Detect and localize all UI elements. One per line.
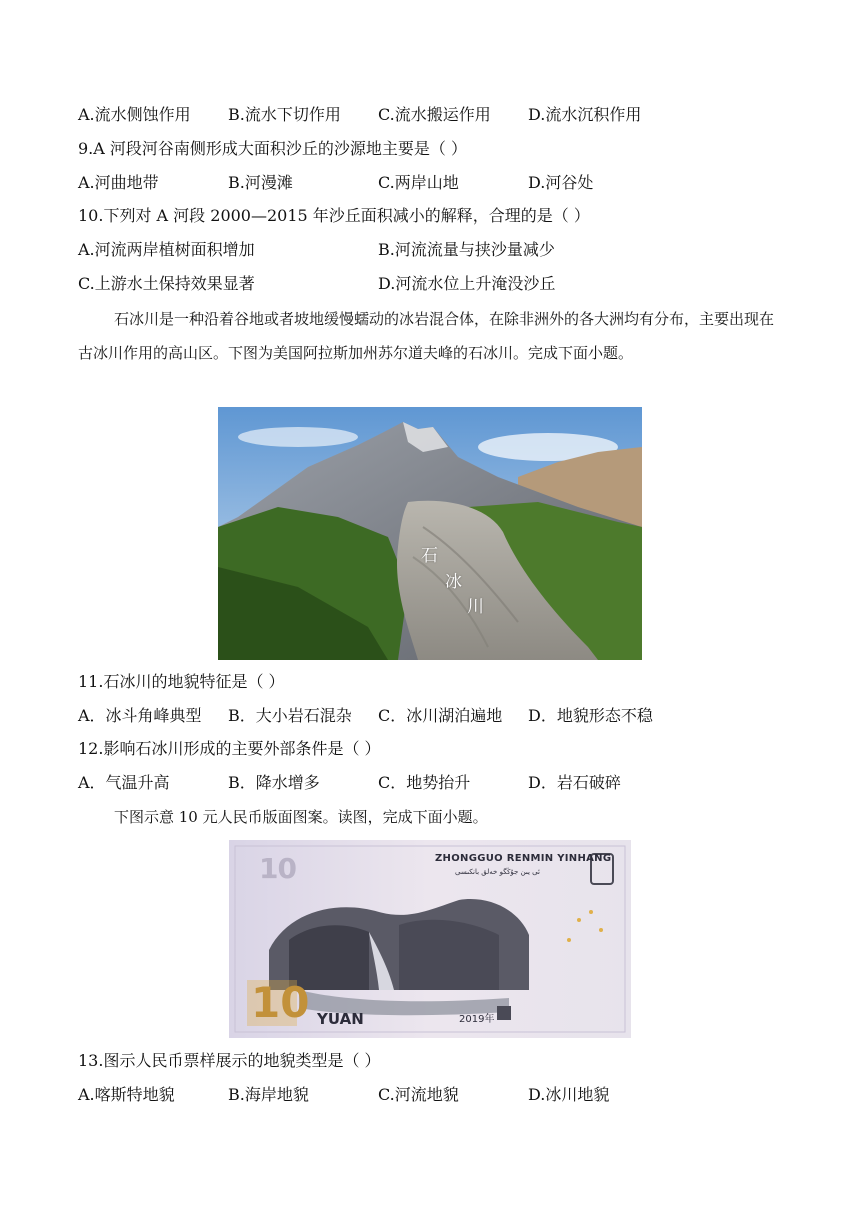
q10-stem: 10.下列对 A 河段 2000—2015 年沙丘面积减小的解释，合理的是（ ） [78,206,590,225]
q11-stem: 11.石冰川的地貌特征是（ ） [78,672,285,691]
banknote-year: 2019年 [459,1014,495,1025]
q13-option-c: C.河流地貌 [378,1085,459,1104]
q9-option-a: A.河曲地带 [78,173,159,192]
q8-option-c: C.流水搬运作用 [378,105,491,124]
q11-option-d: D．地貌形态不稳 [528,706,653,725]
q9-option-b: B.河漫滩 [228,173,293,192]
q12-option-d: D．岩石破碎 [528,773,621,792]
rock-glacier-intro: 石冰川是一种沿着谷地或者坡地缓慢蠕动的冰岩混合体，在除非洲外的各大洲均有分布，主要出现在古冰川作用的高山区。下图为美国阿拉斯加州苏尔道夫峰的石冰川。完成下面小题。 [78,310,775,362]
q13-option-a: A.喀斯特地貌 [78,1085,175,1104]
q12-stem: 12.影响石冰川形成的主要外部条件是（ ） [78,739,381,758]
q12-option-a: A．气温升高 [78,773,170,792]
q11-option-a: A．冰斗角峰典型 [78,706,202,725]
q10-option-b: B.河流流量与挟沙量减少 [378,240,555,259]
q12-option-b: B．降水增多 [228,773,320,792]
photo-label-char-1: 石 [421,546,438,566]
q11-option-b: B．大小岩石混杂 [228,706,352,725]
rock-glacier-illustration [218,407,642,660]
banknote-minority-script: ئى يىن جۇڭگو خەلق بانكىسى [455,868,540,876]
banknote-large-denomination: 10 [251,978,310,1027]
rock-glacier-photo [218,407,642,660]
photo-label-char-3: 川 [467,597,484,617]
q9-option-d: D.河谷处 [528,173,594,192]
q8-option-a: A.流水侧蚀作用 [78,105,191,124]
banknote-image [229,840,631,1038]
q13-option-d: D.冰川地貌 [528,1085,610,1104]
q11-option-c: C．冰川湖泊遍地 [378,706,503,725]
q10-option-c: C.上游水土保持效果显著 [78,274,255,293]
banknote-bank-name: ZHONGGUO RENMIN YINHANG [435,853,612,864]
banknote-currency: YUAN [317,1010,364,1028]
q9-option-c: C.两岸山地 [378,173,459,192]
q9-stem: 9.A 河段河谷南侧形成大面积沙丘的沙源地主要是（ ） [78,139,467,158]
q10-option-a: A.河流两岸植树面积增加 [78,240,255,259]
q8-option-d: D.流水沉积作用 [528,105,642,124]
banknote-top-denomination: 10 [259,852,296,885]
q12-option-c: C．地势抬升 [378,773,471,792]
q10-option-d: D.河流水位上升淹没沙丘 [378,274,556,293]
q8-option-b: B.流水下切作用 [228,105,341,124]
q13-option-b: B.海岸地貌 [228,1085,309,1104]
banknote-intro: 下图示意 10 元人民币版面图案。读图，完成下面小题。 [114,808,488,826]
photo-label-char-2: 冰 [445,572,462,592]
q13-stem: 13.图示人民币票样展示的地貌类型是（ ） [78,1051,381,1070]
